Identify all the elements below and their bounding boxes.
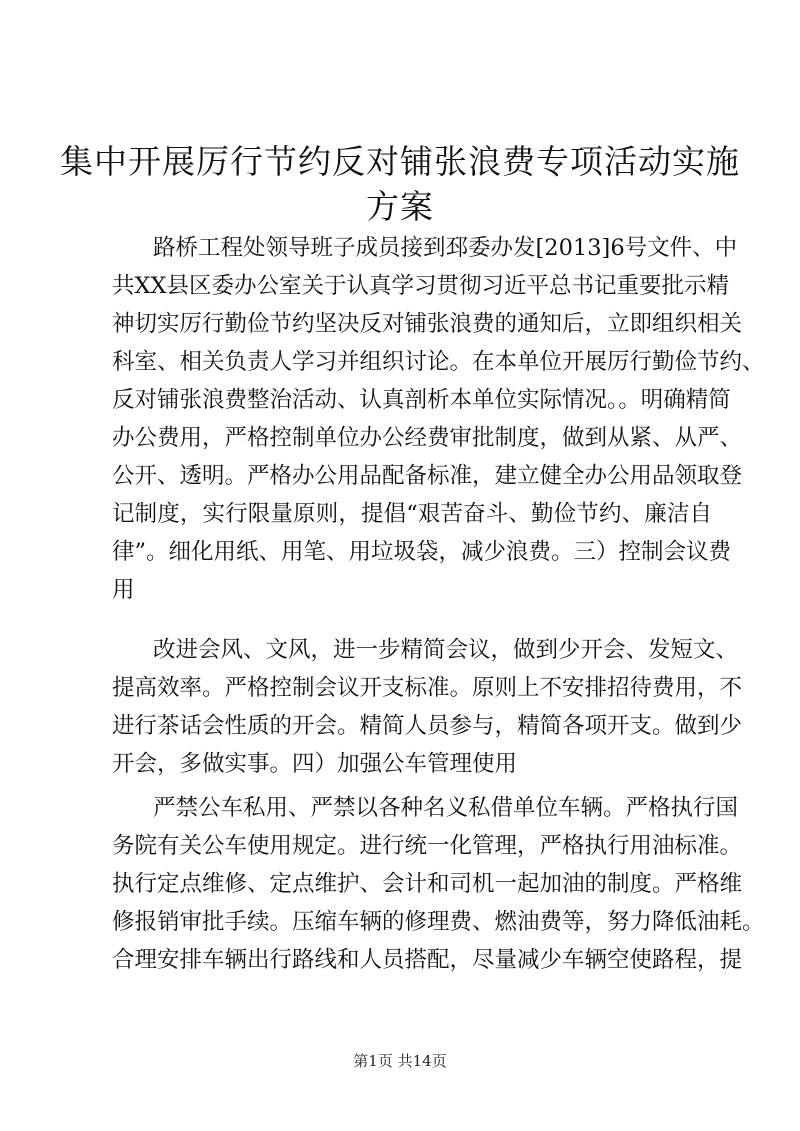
paragraph-line: 合理安排车辆出行路线和人员搭配，尽量减少车辆空使路程，提 [112,947,743,973]
paragraph-line: 反对铺张浪费整治活动、认真剖析本单位实际情况。。明确精简 [112,387,731,413]
paragraph-line: 科室、相关负责人学习并组织讨论。在本单位开展厉行勤俭节约、 [112,349,765,375]
paragraph-line: 执行定点维修、定点维护、会计和司机一起加油的制度。严格维 [112,871,743,897]
paragraph-line: 修报销审批手续。压缩车辆的修理费、燃油费等，努力降低油耗。 [112,909,765,935]
paragraph-line: 办公费用，严格控制单位办公经费审批制度，做到从紧、从严、 [112,425,743,451]
paragraph-line: 记制度，实行限量原则，提倡“艰苦奋斗、勤俭节约、廉洁自 [112,501,712,527]
document-title-line-2: 方案 [366,187,434,226]
page-footer: 第1页 共14页 [353,1052,447,1070]
paragraph-line: 进行茶话会性质的开会。精简人员参与，精简各项开支。做到少 [112,713,743,739]
paragraph-line: 公开、透明。严格办公用品配备标准，建立健全办公用品领取登 [112,463,743,489]
paragraph-line: 路桥工程处领导班子成员接到邳委办发[2013]6号文件、中 [153,235,738,261]
paragraph-line: 务院有关公车使用规定。进行统一化管理，严格执行用油标准。 [112,833,743,859]
document-title-line-1: 集中开展厉行节约反对铺张浪费专项活动实施 [60,142,740,181]
paragraph-line: 严禁公车私用、严禁以各种名义私借单位车辆。严格执行国 [153,795,739,821]
paragraph-line: 用 [112,577,135,603]
paragraph-line: 神切实厉行勤俭节约坚决反对铺张浪费的通知后，立即组织相关 [112,311,743,337]
paragraph-line: 改进会风、文风，进一步精简会议，做到少开会、发短文、 [153,637,739,663]
paragraph-line: 提高效率。严格控制会议开支标准。原则上不安排招待费用，不 [112,675,743,701]
paragraph-line: 开会，多做实事。四）加强公车管理使用 [112,751,518,777]
paragraph-line: 共XX县区委办公室关于认真学习贯彻习近平总书记重要批示精 [112,273,730,299]
paragraph-line: 律”。细化用纸、用笔、用垃圾袋，减少浪费。三）控制会议费 [112,539,732,565]
